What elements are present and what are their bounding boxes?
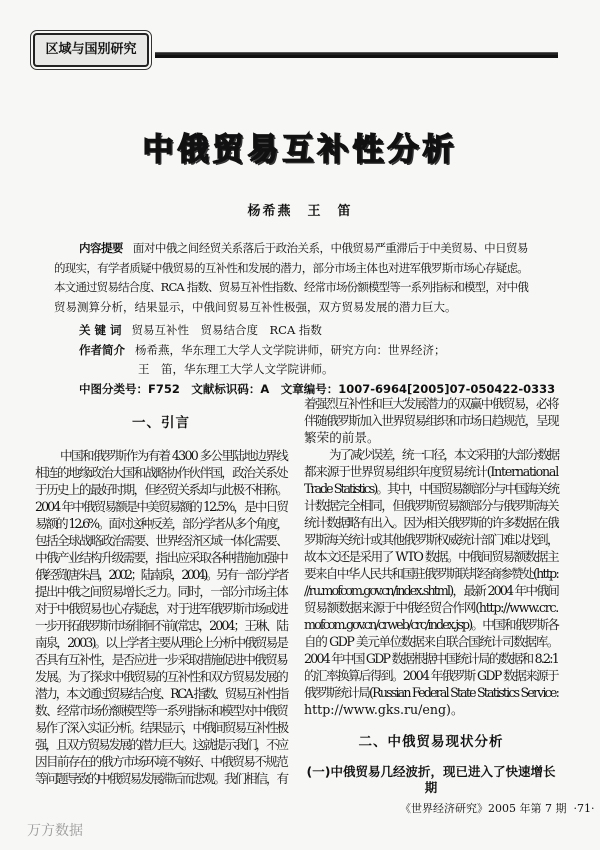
author-intro-label: 作者简介 <box>79 343 125 357</box>
text-line: 一步开拓俄罗斯市场徘徊不前(常忠，2004；王琳、陆 <box>35 618 287 633</box>
text-line: 的汇率换算后得到。2004 年俄罗斯 GDP 数据来源于 <box>304 668 558 683</box>
text-line: http://www.gks.ru/eng)。 <box>304 702 464 717</box>
text-line: 都来源于世界贸易组织年度贸易统计(International <box>304 464 558 479</box>
text-line: 俄经贸(唐朱昌，2002；陆南泉，2004)。另有一部分学者 <box>35 567 287 582</box>
article-title: 中俄贸易互补性分析 <box>142 132 458 168</box>
header-rule <box>155 53 558 58</box>
text-line: 等问题导致的中俄贸易发展滞后而悲观。我们相信，有 <box>35 771 287 786</box>
classification: 中图分类号：F752 文献标识码：A 文章编号：1007-6964[2005]07-050422-0333 <box>79 382 556 396</box>
page-number: ·71· <box>573 802 595 815</box>
text-line: 相连的地缘政治大国和战略协作伙伴国，政治关系处 <box>35 465 287 480</box>
author-intro <box>79 341 446 360</box>
text-line: 潜力，本文通过贸易结合度、RCA 指数、贸易互补性指 <box>35 686 287 701</box>
text-line: 中俄产业结构升级需要，指出应采取各种措施加强中 <box>35 550 287 565</box>
text-line: 2004 年中俄贸易额是中美贸易额的 12.5%，是中日贸 <box>35 499 287 514</box>
page-footer <box>400 802 594 816</box>
text-line: 贸易额数据来源于中俄经贸合作网(http://www.crc. <box>304 600 558 615</box>
left-column <box>35 413 287 787</box>
text-line: 自的 GDP 美元单位数据来自联合国统计司数据库。 <box>304 634 558 649</box>
text-line: Trade Statistics)。其中，中国贸易额部分与中国海关统 <box>304 481 558 496</box>
author-intro-line: 王 笛，华东理工大学人文学院讲师。 <box>138 362 334 376</box>
keywords <box>79 321 322 340</box>
text-line: 故本文还是采用了 WTO 数据。中俄间贸易额数据主 <box>304 549 558 564</box>
text-line: 发展。为了探求中俄贸易的互补性和双方贸易发展的 <box>35 669 287 684</box>
section-2-subheading: (一)中俄贸易几经波折，现已进入了快速增长期 <box>306 764 556 795</box>
text-line: 计数据完全相同，但俄罗斯贸易额部分与俄罗斯海关 <box>304 498 558 513</box>
keywords-label: 关 键 词 <box>79 323 122 337</box>
text-line: 罗斯海关统计或其他俄罗斯权威统计部门难以找到， <box>304 532 558 547</box>
journal-issue: 《世界经济研究》2005 年第 7 期 <box>400 802 567 815</box>
text-line: 否具有互补性，是否应进一步采取措施促进中俄贸易 <box>35 652 287 667</box>
text-line: 提出中俄之间贸易增长乏力。同时，一部分市场主体 <box>35 584 287 599</box>
text-line: 数、经常市场份额模型等一系列指标和模型对中俄贸 <box>35 703 287 718</box>
section-1-heading: 一、引言 <box>132 415 190 431</box>
text-line: 包括全球战略政治需要、世界经济区域一体化需要、 <box>35 533 287 548</box>
text-line: 统计数据略有出入。因为相关俄罗斯的许多数据在俄 <box>304 515 558 530</box>
text-line: 易额的 12.6%。面对这种反差，部分学者从多个角度， <box>35 516 287 531</box>
section-2-heading: 二、中俄贸易现状分析 <box>358 734 504 750</box>
author-intro-line: 杨希燕，华东理工大学人文学院讲师，研究方向：世界经济； <box>135 343 446 357</box>
intro-paragraph <box>35 447 287 787</box>
text-line: mofcom.gov.cn/crweb/crc/index.jsp)。中国和俄罗斯各 <box>304 617 558 632</box>
text-line: 易作了深入实证分析。结果显示，中俄间贸易互补性极 <box>35 720 287 735</box>
watermark: 万方数据 <box>27 823 83 839</box>
text-line: 强，且双方贸易发展的潜力巨大。这就提示我们，不应 <box>35 737 287 752</box>
abstract <box>54 239 528 317</box>
abstract-line: 本文通过贸易结合度、RCA 指数、贸易互补性指数、经常市场份额模型等一系列指标和模型，对中俄 <box>54 280 528 294</box>
text-line: 要来自中华人民共和国驻俄罗斯联邦经商参赞处(http: <box>304 566 558 581</box>
text-line: 中国和俄罗斯作为有着 4300 多公里陆地边界线 <box>60 448 287 463</box>
authors: 杨希燕 王 笛 <box>247 204 353 219</box>
data-source-paragraph <box>304 446 558 718</box>
text-line: 繁荣的前景。 <box>304 430 380 445</box>
abstract-line: 面对中俄之间经贸关系落后于政治关系，中俄贸易严重滞后于中美贸易、中日贸易 <box>132 241 528 255</box>
text-line: 俄罗斯统计局(Russian Federal State Statistics Service: <box>304 685 558 700</box>
text-line: 伴随俄罗斯加入世界贸易组织和市场日趋规范，呈现 <box>304 413 558 428</box>
text-line: //ru.mofcom.gov.cn/index.shtml)，最新 2004 年中俄间 <box>304 583 558 598</box>
abstract-line: 的现实，有学者质疑中俄贸易的互补性和发展的潜力，部分市场主体也对进军俄罗斯市场心存疑虑。 <box>54 260 528 275</box>
text-line: 因目前存在的俄方市场环境不够好、中俄贸易不规范 <box>35 754 287 769</box>
text-line: 对于中俄贸易也心存疑虑，对于进军俄罗斯市场或进 <box>35 601 287 616</box>
intro-continuation <box>304 395 558 446</box>
text-line: 2004 年中国 GDP 数据根据中国统计局的数据和 8.2:1 <box>304 651 558 666</box>
text-line: 为了减少误差，统一口径，本文采用的大部分数据 <box>329 447 558 462</box>
abstract-line: 贸易测算分析，结果显示，中俄间贸易互补性极强，双方贸易发展的潜力巨大。 <box>54 299 457 314</box>
abstract-label: 内容提要 <box>79 241 123 255</box>
right-column <box>304 395 558 796</box>
section-tag: 区域与国别研究 <box>33 33 149 67</box>
text-line: 南泉，2003)。以上学者主要从理论上分析中俄贸易是 <box>35 635 287 650</box>
text-line: 着强烈互补性和巨大发展潜力的双赢中俄贸易，必将 <box>304 396 558 411</box>
text-line: 于历史上的最好时期，但经贸关系却与此极不相称。 <box>35 482 287 497</box>
keywords-value: 贸易互补性 贸易结合度 RCA 指数 <box>131 323 322 337</box>
